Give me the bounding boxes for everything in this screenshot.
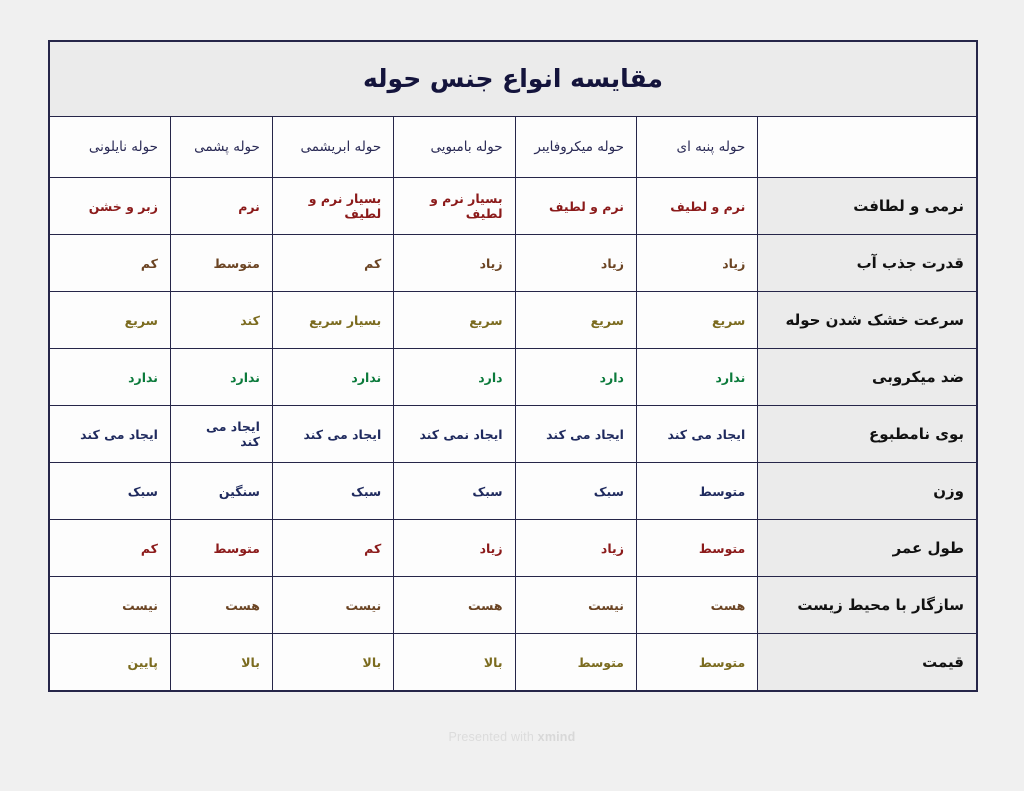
cell-r3-c0: ندارد <box>636 349 757 406</box>
cell-r8-c4: بالا <box>170 634 272 692</box>
cell-r5-c3: سبک <box>272 463 393 520</box>
cell-r5-c5: سبک <box>49 463 170 520</box>
cell-r0-c0: نرم و لطیف <box>636 178 757 235</box>
comparison-table-container <box>48 40 978 692</box>
cell-r0-c3: بسیار نرم و لطیف <box>272 178 393 235</box>
table-title-row <box>49 41 977 117</box>
comparison-table <box>48 40 978 692</box>
cell-r6-c5: کم <box>49 520 170 577</box>
cell-r6-c0: متوسط <box>636 520 757 577</box>
cell-r4-c2: ایجاد نمی کند <box>394 406 515 463</box>
column-header-6: حوله نایلونی <box>49 117 170 178</box>
table-row <box>49 634 977 692</box>
cell-r6-c4: متوسط <box>170 520 272 577</box>
cell-r2-c4: کند <box>170 292 272 349</box>
cell-r2-c3: بسیار سریع <box>272 292 393 349</box>
row-label-3: ضد میکروبی <box>758 349 977 406</box>
row-label-6: طول عمر <box>758 520 977 577</box>
cell-r4-c4: ایجاد می کند <box>170 406 272 463</box>
cell-r4-c3: ایجاد می کند <box>272 406 393 463</box>
cell-r1-c4: متوسط <box>170 235 272 292</box>
cell-r6-c1: زیاد <box>515 520 636 577</box>
cell-r1-c3: کم <box>272 235 393 292</box>
row-label-1: قدرت جذب آب <box>758 235 977 292</box>
cell-r5-c2: سبک <box>394 463 515 520</box>
cell-r8-c1: متوسط <box>515 634 636 692</box>
table-title-cell <box>49 41 977 117</box>
cell-r3-c1: دارد <box>515 349 636 406</box>
cell-r8-c2: بالا <box>394 634 515 692</box>
cell-r0-c1: نرم و لطیف <box>515 178 636 235</box>
cell-r3-c2: دارد <box>394 349 515 406</box>
cell-r7-c0: هست <box>636 577 757 634</box>
row-label-2: سرعت خشک شدن حوله <box>758 292 977 349</box>
footer-attribution <box>0 730 1024 744</box>
cell-r3-c4: ندارد <box>170 349 272 406</box>
table-header-row <box>49 117 977 178</box>
table-row <box>49 463 977 520</box>
cell-r2-c5: سریع <box>49 292 170 349</box>
row-label-0: نرمی و لطافت <box>758 178 977 235</box>
table-row <box>49 235 977 292</box>
cell-r5-c0: متوسط <box>636 463 757 520</box>
cell-r0-c4: نرم <box>170 178 272 235</box>
cell-r1-c5: کم <box>49 235 170 292</box>
column-header-1: حوله پنبه ای <box>636 117 757 178</box>
cell-r1-c2: زیاد <box>394 235 515 292</box>
cell-r1-c1: زیاد <box>515 235 636 292</box>
cell-r4-c1: ایجاد می کند <box>515 406 636 463</box>
cell-r0-c5: زبر و خشن <box>49 178 170 235</box>
header-blank-cell <box>758 117 977 178</box>
cell-r5-c4: سنگین <box>170 463 272 520</box>
cell-r6-c3: کم <box>272 520 393 577</box>
cell-r7-c4: هست <box>170 577 272 634</box>
table-body <box>49 178 977 692</box>
column-header-2: حوله میکروفایبر <box>515 117 636 178</box>
table-row <box>49 349 977 406</box>
cell-r7-c3: نیست <box>272 577 393 634</box>
cell-r7-c2: هست <box>394 577 515 634</box>
cell-r0-c2: بسیار نرم و لطیف <box>394 178 515 235</box>
table-row <box>49 406 977 463</box>
row-label-4: بوی نامطبوع <box>758 406 977 463</box>
row-label-7: سازگار با محیط زیست <box>758 577 977 634</box>
cell-r4-c0: ایجاد می کند <box>636 406 757 463</box>
footer-prefix-label: Presented with <box>448 730 538 744</box>
table-row <box>49 178 977 235</box>
cell-r2-c2: سریع <box>394 292 515 349</box>
column-header-3: حوله بامبویی <box>394 117 515 178</box>
column-header-5: حوله پشمی <box>170 117 272 178</box>
cell-r7-c5: نیست <box>49 577 170 634</box>
cell-r5-c1: سبک <box>515 463 636 520</box>
cell-r6-c2: زیاد <box>394 520 515 577</box>
row-label-5: وزن <box>758 463 977 520</box>
cell-r7-c1: نیست <box>515 577 636 634</box>
page-title: مقایسه انواع جنس حوله <box>362 64 664 93</box>
cell-r1-c0: زیاد <box>636 235 757 292</box>
cell-r2-c1: سریع <box>515 292 636 349</box>
cell-r4-c5: ایجاد می کند <box>49 406 170 463</box>
cell-r8-c3: بالا <box>272 634 393 692</box>
xmind-brand-label: xmind <box>537 730 576 744</box>
cell-r2-c0: سریع <box>636 292 757 349</box>
column-header-4: حوله ابریشمی <box>272 117 393 178</box>
cell-r8-c5: پایین <box>49 634 170 692</box>
cell-r3-c3: ندارد <box>272 349 393 406</box>
cell-r3-c5: ندارد <box>49 349 170 406</box>
table-row <box>49 520 977 577</box>
table-row <box>49 577 977 634</box>
row-label-8: قیمت <box>758 634 977 692</box>
cell-r8-c0: متوسط <box>636 634 757 692</box>
table-row <box>49 292 977 349</box>
